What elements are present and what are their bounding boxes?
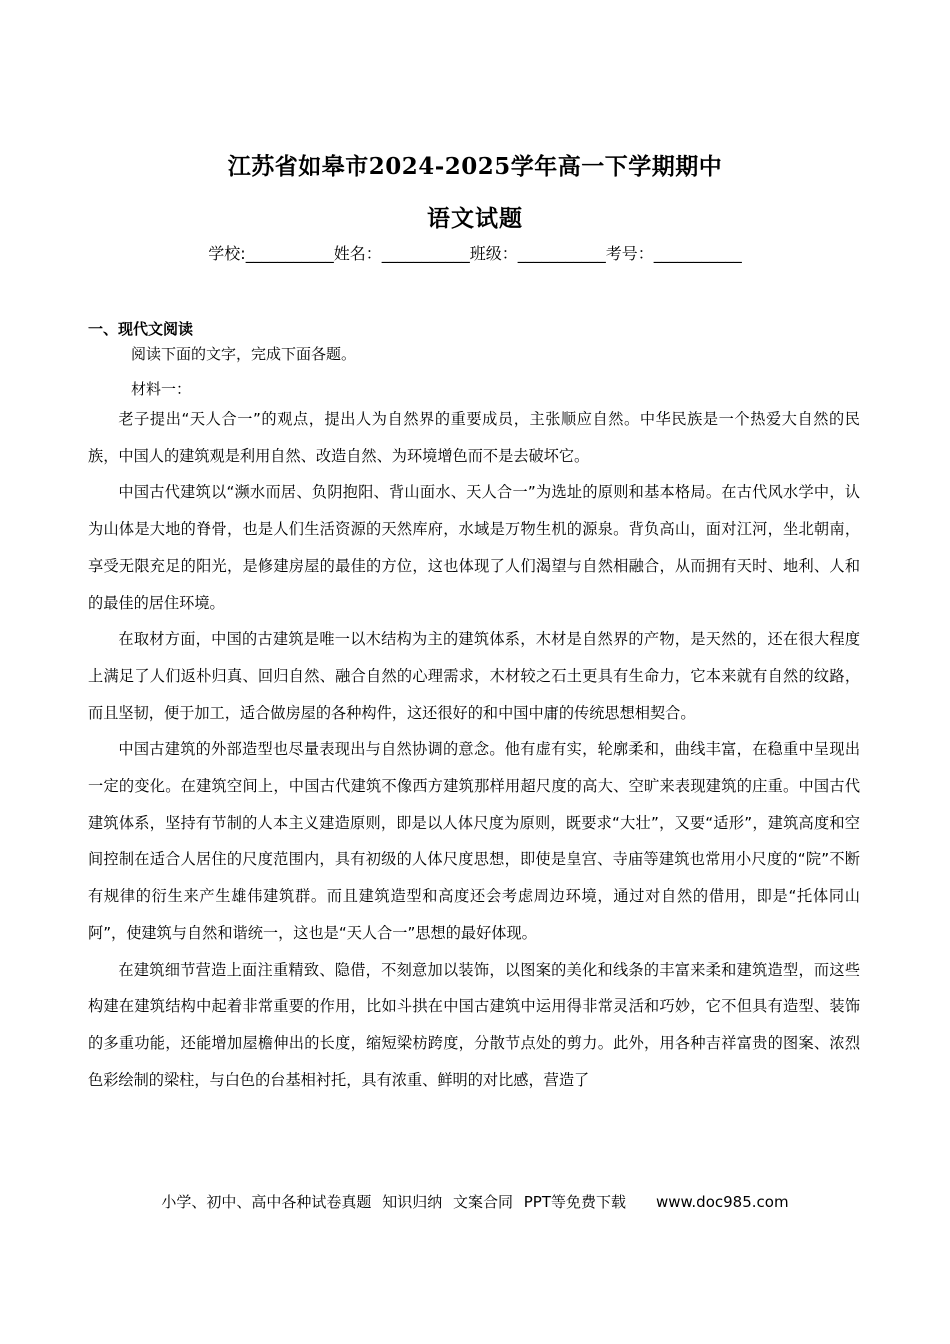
exam-title: 江苏省如皋市2024-2025学年高一下学期期中	[227, 153, 723, 180]
student-info-line: 学校:___________姓名：___________班级：___________考号：___________	[208, 244, 742, 263]
reading-passage	[88, 401, 860, 1098]
reading-instruction: 阅读下面的文字，完成下面各题。	[131, 345, 357, 363]
passage-paragraph: 中国古建筑的外部造型也尽量表现出与自然协调的意念。他有虚有实，轮廓柔和，曲线丰富，在稳重中呈现出一定的变化。在建筑空间上，中国古代建筑不像西方建筑那样用超尺度的高大、空旷来表现建筑的庄重。中国古代建筑体系，坚持有节制的人本主义建造原则，即是以人体尺度为原则，既要求“大壮”，又要“适形”，建筑高度和空间控制在适合人居住的尺度范围内，具有初级的人体尺度思想，即使是皇宫、寺庙等建筑也常用小尺度的“院”不断有规律的衍生来产生雄伟建筑群。而且建筑造型和高度还会考虑周边环境，通过对自然的借用，即是“托体同山阿”，使建筑与自然和谐统一，这也是“天人合一”思想的最好体现。	[88, 740, 860, 942]
passage-paragraph: 在取材方面，中国的古建筑是唯一以木结构为主的建筑体系，木材是自然界的产物，是天然的，还在很大程度上满足了人们返朴归真、回归自然、融合自然的心理需求，木材较之石土更具有生命力，它本来就有自然的纹路，而且坚韧，便于加工，适合做房屋的各种构件，这还很好的和中国中庸的传统思想相契合。	[88, 630, 860, 722]
passage-paragraph: 在建筑细节营造上面注重精致、隐借，不刻意加以装饰，以图案的美化和线条的丰富来柔和建筑造型，而这些构建在建筑结构中起着非常重要的作用，比如斗拱在中国古建筑中运用得非常灵活和巧妙，它不但具有造型、装饰的多重功能，还能增加屋檐伸出的长度，缩短梁枋跨度，分散节点处的剪力。此外，用各种吉祥富贵的图案、浓烈色彩绘制的梁柱，与白色的台基相衬托，具有浓重、鲜明的对比感，营造了	[88, 960, 860, 1089]
section-heading: 一、现代文阅读	[88, 320, 194, 338]
exam-subtitle: 语文试题	[427, 205, 523, 232]
material-label: 材料一：	[131, 380, 192, 398]
page-footer: 小学、初中、高中各种试卷真题 知识归纳 文案合同 PPT等免费下载 www.doc985.com	[161, 1193, 789, 1211]
passage-paragraph: 老子提出“天人合一”的观点，提出人为自然界的重要成员，主张顺应自然。中华民族是一个热爱大自然的民族，中国人的建筑观是利用自然、改造自然、为环境增色而不是去破坏它。	[88, 410, 860, 465]
passage-paragraph: 中国古代建筑以“濒水而居、负阴抱阳、背山面水、天人合一”为选址的原则和基本格局。在古代风水学中，认为山体是大地的脊骨，也是人们生活资源的天然库府，水域是万物生机的源泉。背负高山，面对江河，坐北朝南，享受无限充足的阳光，是修建房屋的最佳的方位，这也体现了人们渴望与自然相融合，从而拥有天时、地利、人和的最佳的居住环境。	[88, 483, 860, 612]
